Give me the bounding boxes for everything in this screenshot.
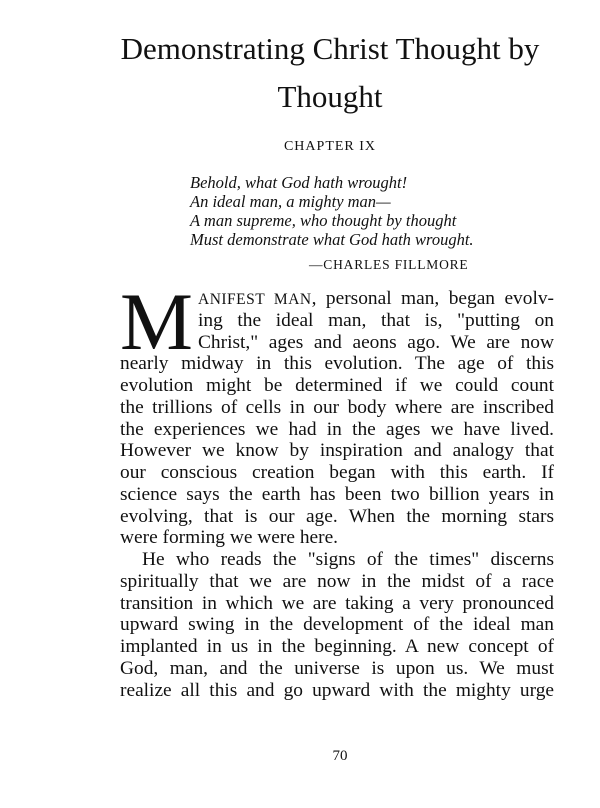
- text-line: the trillions of cells in our body where are inscribed: [120, 396, 554, 418]
- text-line: realize all this and go upward with the mighty urge: [120, 679, 554, 701]
- chapter-title: [0, 25, 600, 121]
- drop-cap: M: [120, 276, 193, 367]
- title-line: Demonstrating Christ Thought by: [120, 31, 540, 66]
- text-line: God, man, and the universe is upon us. We must: [120, 657, 554, 679]
- text-line: the experiences we had in the ages we have lived.: [120, 418, 554, 440]
- text-line: spiritually that we are now in the midst of a race: [120, 570, 554, 592]
- text-line: evolution might be determined if we could count: [120, 375, 554, 396]
- body-text: [120, 276, 554, 701]
- text-line: evolving, that is our age. When the morning stars: [120, 505, 554, 527]
- text-line: transition in which we are taking a very pronounced: [120, 592, 554, 614]
- epigraph: [190, 173, 474, 249]
- page-number: 70: [332, 748, 348, 764]
- text-line: ing the ideal man, that is, "putting on: [198, 309, 554, 331]
- title-line: Thought: [277, 79, 383, 114]
- text-line: nearly midway in this evolution. The age of this: [120, 353, 554, 375]
- text-line: He who reads the "signs of the times" discerns: [142, 549, 554, 570]
- text-line: However we know by inspiration and analogy that: [120, 440, 554, 462]
- text-line: our conscious creation began with this earth. If: [120, 462, 554, 483]
- text-line: science says the earth has been two billion years in: [120, 483, 554, 505]
- chapter-number: CHAPTER IX: [283, 139, 377, 154]
- small-caps-lead: ANIFEST MAN: [198, 291, 312, 308]
- epigraph-line: An ideal man, a mighty man—: [190, 192, 391, 211]
- text-line: upward swing in the development of the ideal man: [120, 614, 554, 636]
- epigraph-attribution: —CHARLES FILLMORE: [309, 257, 469, 272]
- epigraph-line: Behold, what God hath wrought!: [190, 173, 408, 192]
- text-line: were forming we were here.: [120, 527, 339, 549]
- text-line: Christ," ages and aeons ago. We are now: [198, 331, 554, 353]
- text-span: , personal man, began evolv-: [311, 288, 554, 309]
- epigraph-line: Must demonstrate what God hath wrought.: [190, 230, 474, 249]
- epigraph-line: A man supreme, who thought by thought: [190, 211, 457, 230]
- text-line: implanted in us in the beginning. A new concept of: [120, 636, 554, 657]
